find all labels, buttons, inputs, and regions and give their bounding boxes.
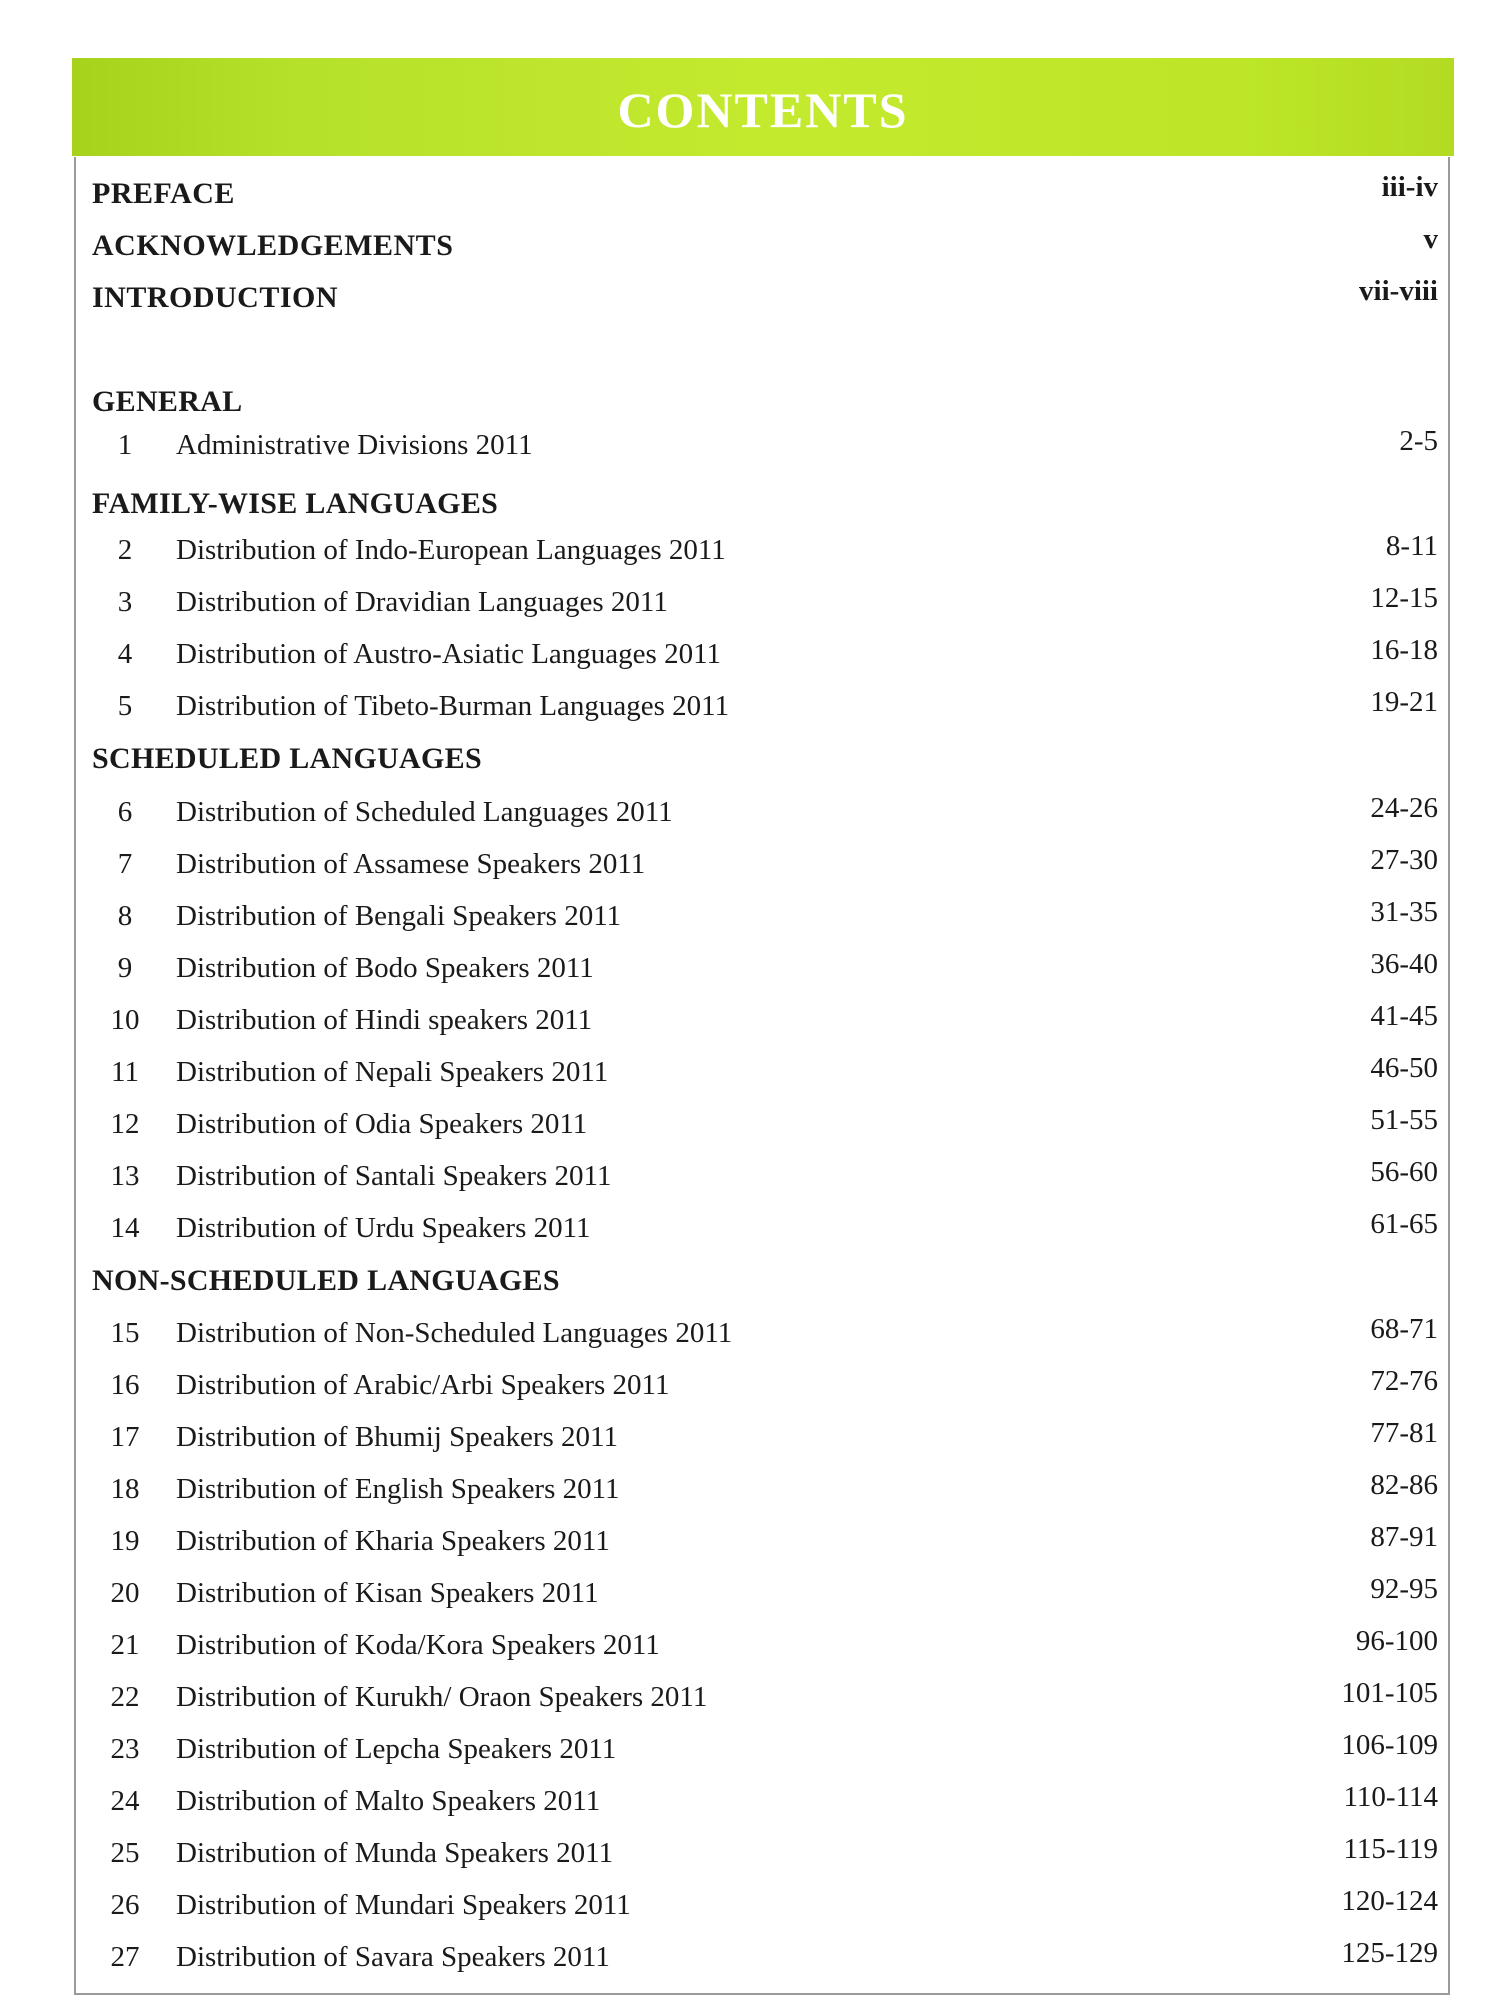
entry-title: Distribution of Kurukh/ Oraon Speakers 2011: [176, 1681, 708, 1713]
entry-title: Distribution of Scheduled Languages 2011: [176, 796, 673, 828]
entry-pages: 110-114: [1343, 1781, 1438, 1813]
front-matter-label: ACKNOWLEDGEMENTS: [92, 229, 454, 262]
entry-pages: 56-60: [1370, 1156, 1438, 1188]
entry-pages: 24-26: [1370, 792, 1438, 824]
entry-title: Distribution of Bodo Speakers 2011: [176, 952, 594, 984]
entry-pages: 77-81: [1370, 1417, 1438, 1449]
entry-number: 5: [117, 690, 133, 722]
entry-pages: 19-21: [1370, 686, 1438, 718]
toc-entry[interactable]: [76, 896, 1452, 948]
entry-title: Distribution of Indo-European Languages 2011: [176, 534, 726, 566]
entry-pages: 82-86: [1370, 1469, 1438, 1501]
toc-entry[interactable]: [76, 530, 1452, 582]
entry-number: 18: [110, 1473, 140, 1505]
entry-title: Distribution of Mundari Speakers 2011: [176, 1889, 631, 1921]
entry-number: 25: [110, 1837, 140, 1869]
toc-entry[interactable]: [76, 1729, 1452, 1781]
entry-pages: 31-35: [1370, 896, 1438, 928]
section-heading-scheduled: SCHEDULED LANGUAGES: [92, 742, 482, 775]
toc-entry[interactable]: [76, 1469, 1452, 1521]
entry-title: Distribution of Nepali Speakers 2011: [176, 1056, 609, 1088]
entry-pages: 87-91: [1370, 1521, 1438, 1553]
toc-entry[interactable]: [76, 634, 1452, 686]
contents-banner: [72, 58, 1454, 156]
toc-entry[interactable]: [76, 1417, 1452, 1469]
contents-frame: [74, 157, 1450, 1995]
toc-entry[interactable]: [76, 1937, 1452, 1989]
entry-title: Distribution of Hindi speakers 2011: [176, 1004, 593, 1036]
entry-number: 21: [110, 1629, 140, 1661]
entry-number: 11: [111, 1056, 139, 1088]
entry-number: 27: [110, 1941, 140, 1973]
entry-title: Distribution of Santali Speakers 2011: [176, 1160, 612, 1192]
section-heading-non-scheduled: NON-SCHEDULED LANGUAGES: [92, 1264, 560, 1297]
toc-entry[interactable]: [76, 425, 1452, 477]
entry-number: 3: [117, 586, 133, 618]
entry-number: 7: [117, 848, 133, 880]
entry-number: 26: [110, 1889, 140, 1921]
toc-entry[interactable]: [76, 1313, 1452, 1365]
entry-pages: 101-105: [1341, 1677, 1438, 1709]
entry-pages: 115-119: [1343, 1833, 1438, 1865]
entry-pages: 92-95: [1370, 1573, 1438, 1605]
front-matter-label: INTRODUCTION: [92, 281, 339, 314]
front-matter-item-acknowledgements[interactable]: [76, 223, 1452, 271]
front-matter-pages: vii-viii: [1359, 275, 1438, 307]
entry-title: Distribution of Non-Scheduled Languages 2011: [176, 1317, 733, 1349]
toc-entry[interactable]: [76, 1521, 1452, 1573]
entry-title: Distribution of Kharia Speakers 2011: [176, 1525, 610, 1557]
entry-number: 4: [117, 638, 133, 670]
entry-number: 16: [110, 1369, 140, 1401]
entry-pages: 2-5: [1399, 425, 1438, 457]
entry-title: Distribution of Tibeto-Burman Languages 2011: [176, 690, 730, 722]
front-matter-pages: iii-iv: [1381, 171, 1438, 203]
entry-pages: 68-71: [1370, 1313, 1438, 1345]
entry-title: Distribution of Austro-Asiatic Languages 2011: [176, 638, 722, 670]
entry-number: 6: [117, 796, 133, 828]
toc-entry[interactable]: [76, 1104, 1452, 1156]
front-matter-item-introduction[interactable]: [76, 275, 1452, 323]
entry-pages: 46-50: [1370, 1052, 1438, 1084]
entry-pages: 12-15: [1370, 582, 1438, 614]
entry-title: Distribution of Arabic/Arbi Speakers 2011: [176, 1369, 670, 1401]
entry-pages: 106-109: [1341, 1729, 1438, 1761]
section-heading-family-wise: FAMILY-WISE LANGUAGES: [92, 487, 499, 520]
entry-title: Distribution of Odia Speakers 2011: [176, 1108, 588, 1140]
toc-entry[interactable]: [76, 948, 1452, 1000]
entry-pages: 72-76: [1370, 1365, 1438, 1397]
entry-number: 15: [110, 1317, 140, 1349]
entry-pages: 8-11: [1385, 530, 1438, 562]
entry-pages: 120-124: [1341, 1885, 1438, 1917]
toc-entry[interactable]: [76, 844, 1452, 896]
entry-title: Administrative Divisions 2011: [176, 429, 533, 461]
entry-number: 23: [110, 1733, 140, 1765]
toc-entry[interactable]: [76, 1625, 1452, 1677]
toc-entry[interactable]: [76, 1365, 1452, 1417]
entry-pages: 27-30: [1370, 844, 1438, 876]
toc-entry[interactable]: [76, 686, 1452, 738]
entry-title: Distribution of Assamese Speakers 2011: [176, 848, 646, 880]
section-heading-general: GENERAL: [92, 385, 243, 418]
toc-entry[interactable]: [76, 1885, 1452, 1937]
entry-number: 2: [117, 534, 133, 566]
entry-number: 19: [110, 1525, 140, 1557]
entry-pages: 61-65: [1370, 1208, 1438, 1240]
entry-title: Distribution of Lepcha Speakers 2011: [176, 1733, 617, 1765]
toc-entry[interactable]: [76, 1156, 1452, 1208]
entry-title: Distribution of Dravidian Languages 2011: [176, 586, 668, 618]
entry-pages: 51-55: [1370, 1104, 1438, 1136]
toc-entry[interactable]: [76, 582, 1452, 634]
entry-pages: 125-129: [1341, 1937, 1438, 1969]
entry-number: 20: [110, 1577, 140, 1609]
entry-title: Distribution of Savara Speakers 2011: [176, 1941, 610, 1973]
front-matter-pages: v: [1423, 223, 1438, 255]
entry-pages: 96-100: [1355, 1625, 1438, 1657]
entry-title: Distribution of Urdu Speakers 2011: [176, 1212, 591, 1244]
toc-entry[interactable]: [76, 1000, 1452, 1052]
entry-number: 12: [110, 1108, 140, 1140]
page-title: CONTENTS: [617, 82, 909, 138]
toc-entry[interactable]: [76, 1573, 1452, 1625]
toc-entry[interactable]: [76, 1208, 1452, 1260]
entry-number: 1: [117, 429, 133, 461]
toc-entry[interactable]: [76, 1677, 1452, 1729]
toc-entry[interactable]: [76, 1833, 1452, 1885]
entry-pages: 41-45: [1370, 1000, 1438, 1032]
entry-number: 24: [110, 1785, 140, 1817]
toc-entry[interactable]: [76, 1781, 1452, 1833]
entry-number: 8: [117, 900, 133, 932]
entry-title: Distribution of Munda Speakers 2011: [176, 1837, 614, 1869]
entry-title: Distribution of Bengali Speakers 2011: [176, 900, 622, 932]
entry-title: Distribution of Koda/Kora Speakers 2011: [176, 1629, 660, 1661]
entry-number: 13: [110, 1160, 140, 1192]
entry-number: 22: [110, 1681, 140, 1713]
entry-title: Distribution of Bhumij Speakers 2011: [176, 1421, 618, 1453]
entry-title: Distribution of English Speakers 2011: [176, 1473, 620, 1505]
entry-pages: 16-18: [1370, 634, 1438, 666]
entry-number: 14: [110, 1212, 140, 1244]
toc-entry[interactable]: [76, 792, 1452, 844]
entry-number: 17: [110, 1421, 140, 1453]
entry-pages: 36-40: [1370, 948, 1438, 980]
toc-entry[interactable]: [76, 1052, 1452, 1104]
entry-title: Distribution of Malto Speakers 2011: [176, 1785, 601, 1817]
front-matter-item-preface[interactable]: [76, 171, 1452, 219]
entry-title: Distribution of Kisan Speakers 2011: [176, 1577, 599, 1609]
front-matter-label: PREFACE: [92, 177, 235, 210]
entry-number: 9: [117, 952, 133, 984]
entry-number: 10: [110, 1004, 140, 1036]
